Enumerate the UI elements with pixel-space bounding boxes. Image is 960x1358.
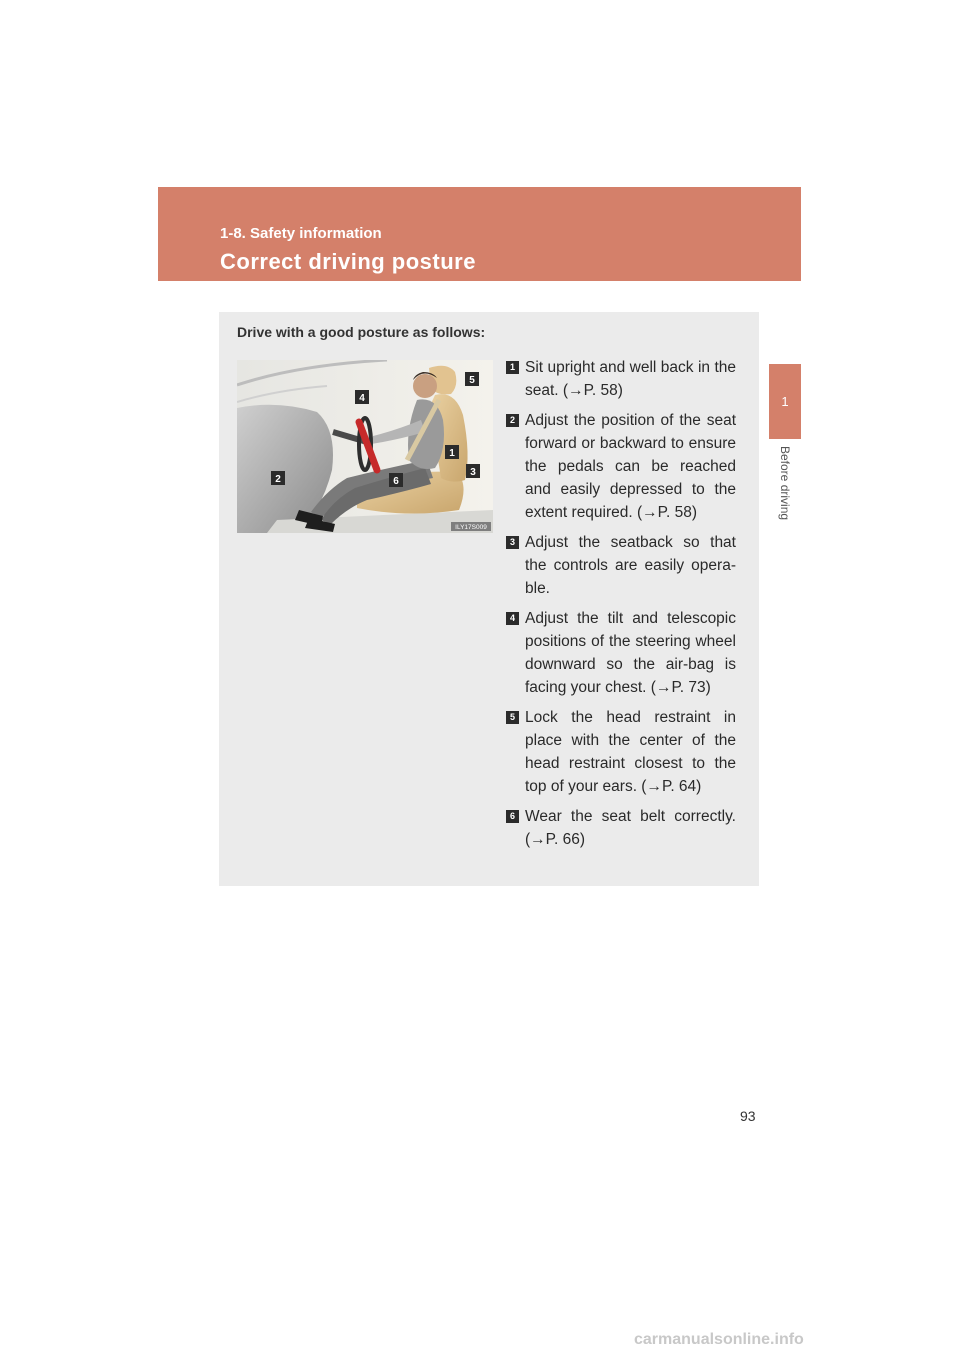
step-text: Adjust the position of the seat forward or backward to ensure the pedals can be reached and easily depressed to the extent required. (→P. 58): [525, 412, 736, 521]
callout-2: 2: [275, 474, 281, 485]
chapter-header: [158, 187, 801, 281]
step-text: Adjust the seatback so that the controls are easily opera-ble.: [525, 534, 736, 597]
posture-steps: [506, 356, 736, 858]
callout-6: 6: [393, 476, 399, 487]
posture-drawing: [237, 360, 493, 533]
callout-4: 4: [359, 393, 365, 404]
step-text: Lock the head restraint in place with the center of the head restraint closest to the top of your ears. (→P. 64): [525, 709, 736, 795]
list-item: [506, 805, 736, 851]
step-marker: 6: [506, 810, 519, 823]
step-text: Adjust the tilt and telescopic positions of the steering wheel downward so the air-bag is facing your chest. (→P. 73): [525, 610, 736, 696]
watermark-link[interactable]: carmanualsonline.info: [634, 1331, 804, 1348]
step-text: Wear the seat belt correctly. (→P. 66): [525, 808, 736, 848]
chapter-caption: Before driving: [778, 446, 792, 521]
intro-text: Drive with a good posture as follows:: [237, 324, 486, 340]
list-item: [506, 356, 736, 402]
step-marker: 2: [506, 414, 519, 427]
list-item: [506, 531, 736, 600]
callout-3: 3: [470, 467, 476, 478]
list-item: [506, 409, 736, 524]
step-marker: 3: [506, 536, 519, 549]
list-item: [506, 706, 736, 798]
driving-posture-illustration: [237, 360, 493, 533]
callout-5: 5: [469, 375, 475, 386]
list-item: [506, 607, 736, 699]
step-marker: 1: [506, 361, 519, 374]
chapter-tab: 1: [769, 364, 801, 439]
section-label: 1-8. Safety information: [220, 225, 382, 242]
callout-1: 1: [449, 448, 455, 459]
step-text: Sit upright and well back in the seat. (→P. 58): [525, 359, 736, 399]
figure-code: ILY17S009: [455, 524, 487, 531]
page-title: Correct driving posture: [220, 249, 476, 274]
step-marker: 4: [506, 612, 519, 625]
page-number: 93: [740, 1108, 756, 1124]
content-panel: [219, 312, 759, 886]
step-marker: 5: [506, 711, 519, 724]
